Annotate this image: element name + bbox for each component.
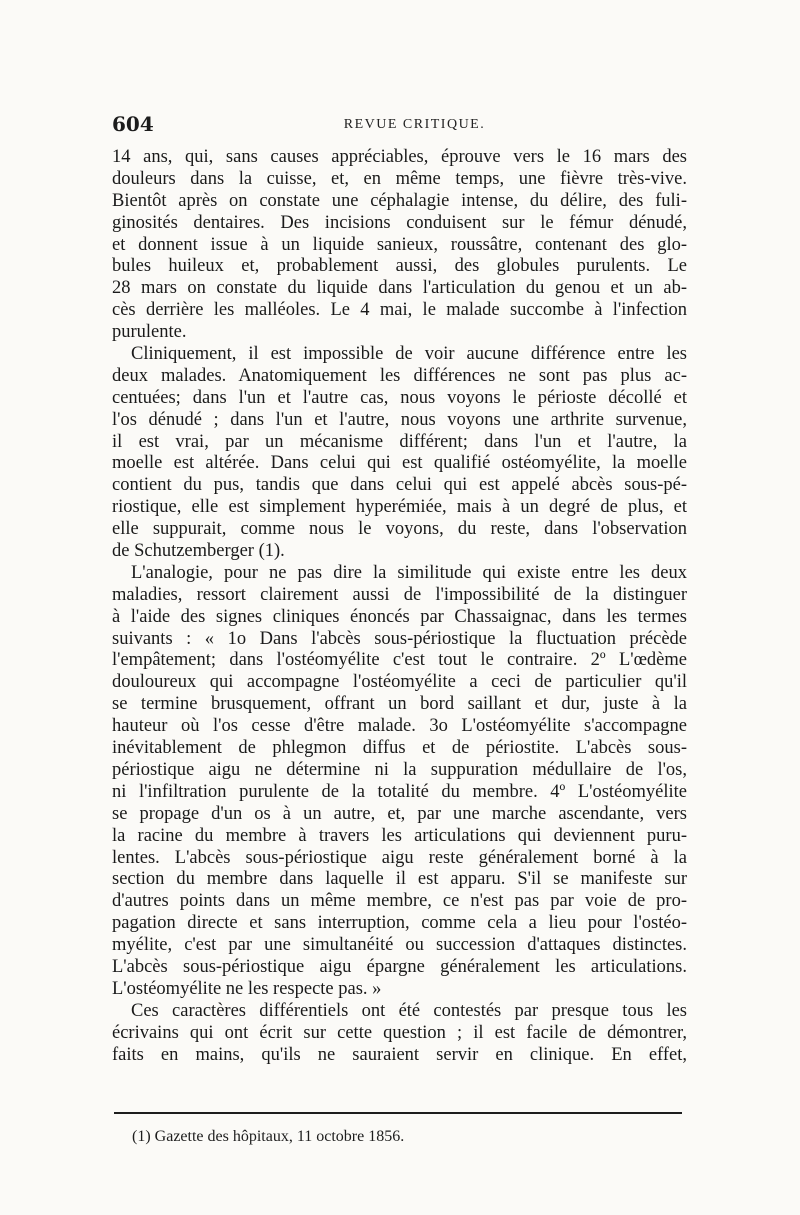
- text-line: se termine brusquement, offrant un bord saillant et dur, juste à la: [112, 694, 687, 715]
- text-line: cès derrière les malléoles. Le 4 mai, le malade succombe à l'infection: [112, 300, 687, 321]
- text-line: maladies, ressort clairement aussi de l'impossibilité de la distinguer: [112, 584, 687, 605]
- text-line: riostique, elle est simplement hyperémiée, mais à un degré de plus, et: [112, 497, 687, 518]
- text-line: suivants : « 1o Dans l'abcès sous-périostique la fluctuation précède: [112, 628, 687, 649]
- text-line: faits en mains, qu'ils ne sauraient servir en clinique. En effet,: [112, 1044, 687, 1065]
- text-line: Ces caractères différentiels ont été contestés par presque tous les: [131, 1000, 687, 1021]
- text-line: ginosités dentaires. Des incisions conduisent sur le fémur dénudé,: [112, 212, 687, 233]
- body-text: [112, 147, 687, 1066]
- text-line: L'ostéomyélite ne les respecte pas. »: [112, 978, 382, 999]
- text-line: section du membre dans laquelle il est apparu. S'il se manifeste sur: [112, 869, 687, 890]
- text-line: purulente.: [112, 322, 187, 343]
- text-line: à l'aide des signes cliniques énoncés par Chassaignac, dans les termes: [112, 606, 687, 627]
- text-line: contient du pus, tandis que dans celui qui est appelé abcès sous-pé-: [112, 475, 687, 496]
- text-line: lentes. L'abcès sous-périostique aigu reste généralement borné à la: [112, 847, 687, 868]
- text-line: Bientôt après on constate une céphalagie intense, du délire, des fuli-: [112, 190, 687, 211]
- footnote: (1) Gazette des hôpitaux, 11 octobre 1856.: [132, 1128, 405, 1145]
- text-line: 28 mars on constate du liquide dans l'articulation du genou et un ab-: [112, 278, 687, 299]
- text-line: la racine du membre à travers les articulations qui deviennent puru-: [112, 825, 687, 846]
- text-line: myélite, c'est par une simultanéité ou succession d'attaques distinctes.: [112, 935, 687, 956]
- text-line: inévitablement de phlegmon diffus et de périostite. L'abcès sous-: [112, 738, 687, 759]
- text-line: l'os dénudé ; dans l'un et l'autre, nous voyons une arthrite survenue,: [112, 409, 687, 430]
- text-line: écrivains qui ont écrit sur cette question ; il est facile de démontrer,: [112, 1022, 687, 1043]
- text-line: moelle est altérée. Dans celui qui est qualifié ostéomyélite, la moelle: [112, 453, 687, 474]
- text-line: d'autres points dans un même membre, ce n'est pas par voie de pro-: [112, 891, 687, 912]
- page-number: 604: [112, 112, 154, 136]
- text-line: périostique aigu ne détermine ni la suppuration médullaire de l'os,: [112, 759, 687, 780]
- text-line: L'analogie, pour ne pas dire la similitude qui existe entre les deux: [131, 562, 687, 583]
- text-line: L'abcès sous-périostique aigu épargne généralement les articulations.: [112, 956, 687, 977]
- text-line: et donnent issue à un liquide sanieux, roussâtre, contenant des glo-: [112, 234, 687, 255]
- text-line: deux malades. Anatomiquement les différences ne sont pas plus ac-: [112, 365, 687, 386]
- text-line: centuées; dans l'un et l'autre cas, nous voyons le périoste décollé et: [112, 387, 687, 408]
- text-line: 14 ans, qui, sans causes appréciables, éprouve vers le 16 mars des: [112, 147, 687, 167]
- text-line: ni l'infiltration purulente de la totalité du membre. 4º L'ostéomyélite: [112, 781, 687, 802]
- text-line: douleurs dans la cuisse, et, en même temps, une fièvre très-vive.: [112, 168, 687, 189]
- text-line: elle suppurait, comme nous le voyons, du reste, dans l'observation: [112, 519, 687, 540]
- text-line: Cliniquement, il est impossible de voir aucune différence entre les: [131, 344, 687, 365]
- text-line: bules huileux et, probablement aussi, des globules purulents. Le: [112, 256, 687, 277]
- text-line: hauteur où l'os cesse d'être malade. 3o L'ostéomyélite s'accompagne: [112, 716, 687, 737]
- running-head: REVUE CRITIQUE.: [343, 117, 486, 132]
- text-line: douloureux qui accompagne l'ostéomyélite a ceci de particulier qu'il: [112, 672, 687, 693]
- footnote-rule: [114, 1112, 682, 1114]
- text-line: l'empâtement; dans l'ostéomyélite c'est tout le contraire. 2º L'œdème: [112, 650, 687, 671]
- text-line: se propage d'un os à un autre, et, par une marche ascendante, vers: [112, 803, 687, 824]
- text-line: de Schutzemberger (1).: [112, 541, 285, 562]
- text-line: pagation directe et sans interruption, comme cela a lieu pour l'ostéo-: [112, 913, 687, 934]
- text-line: il est vrai, par un mécanisme différent; dans l'un et l'autre, la: [112, 431, 687, 452]
- page-header: [112, 112, 687, 138]
